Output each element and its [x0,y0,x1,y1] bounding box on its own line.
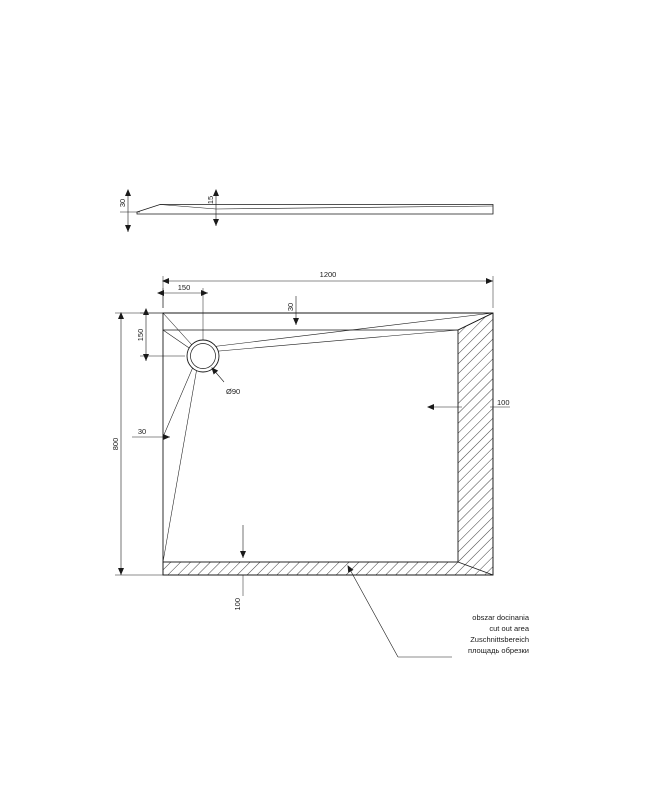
left-edge-30-label: 30 [137,427,147,436]
overall-width-label: 1200 [319,270,337,279]
side-thickness-left-dim [118,190,140,232]
legend-line-en: cut out area [489,624,529,633]
drain-outlet [187,340,240,396]
legend-leader-line [348,566,452,657]
overall-height-dim [111,313,163,575]
drain-diameter-label: Ø90 [226,387,241,396]
side-thickness-right-label: 15 [206,195,215,205]
drain-offset-y-label: 150 [136,328,145,342]
overall-width-dim [163,270,493,308]
legend-line-pl: obszar docinania [472,613,529,622]
drain-offset-x-label: 150 [177,283,191,292]
left-edge-30-dim [132,427,170,437]
legend-line-ru: площадь обрезки [468,646,529,655]
top-edge-30-dim [286,296,296,325]
overall-height-label: 800 [111,437,120,451]
top-plan-view [111,270,510,657]
bottom-border-100-label: 100 [233,598,242,611]
right-border-100-label: 100 [497,398,510,407]
side-thickness-right-dim [206,190,216,226]
tray-side-profile [137,205,493,215]
tray-slope-line [160,205,216,210]
top-edge-30-label: 30 [286,302,295,312]
legend-line-de: Zuschnittsbereich [470,635,529,644]
side-thickness-left-label: 30 [118,198,127,208]
cut-out-area-legend [468,613,530,655]
side-section-view [118,190,493,232]
tray-top-line [216,206,493,209]
